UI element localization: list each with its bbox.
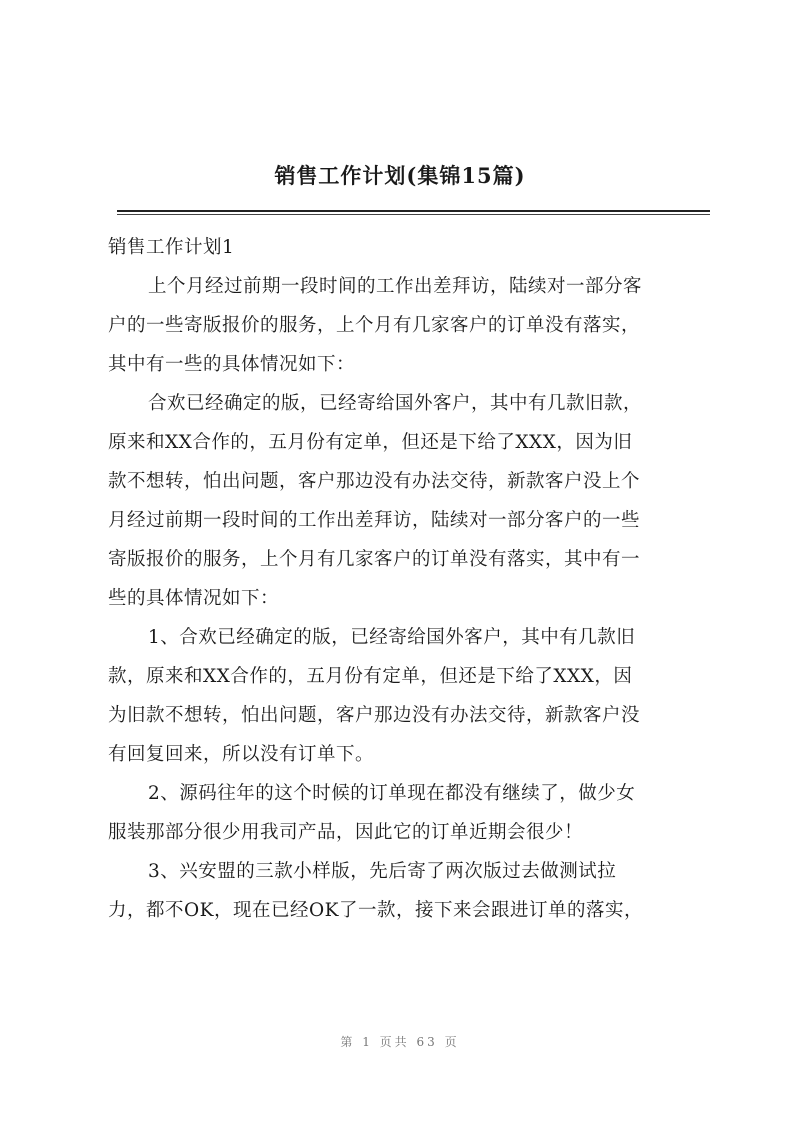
document-body bbox=[108, 228, 712, 930]
text-line: 有回复回来，所以没有订单下。 bbox=[108, 744, 375, 765]
page-footer: 第 1 页共 63 页 bbox=[340, 1035, 460, 1049]
text-line: 寄版报价的服务，上个月有几家客户的订单没有落实，其中有一 bbox=[108, 549, 641, 570]
text-line: 其中有一些的具体情况如下： bbox=[108, 354, 356, 375]
text-line: 些的具体情况如下： bbox=[108, 588, 280, 609]
text-line: 为旧款不想转，怕出问题，客户那边没有办法交待，新款客户没 bbox=[108, 705, 641, 726]
document-title: 销售工作计划(集锦15篇) bbox=[274, 163, 526, 188]
text-line: 力，都不OK，现在已经OK了一款，接下来会跟进订单的落实， bbox=[108, 900, 643, 921]
text-line: 上个月经过前期一段时间的工作出差拜访，陆续对一部分客 bbox=[148, 276, 643, 297]
paragraph-lines bbox=[108, 267, 712, 930]
text-line: 月经过前期一段时间的工作出差拜访，陆续对一部分客户的一些 bbox=[108, 510, 641, 531]
text-line: 服装那部分很少用我司产品，因此它的订单近期会很少！ bbox=[108, 822, 584, 843]
title-divider bbox=[117, 210, 710, 212]
title-divider-thin bbox=[117, 214, 710, 215]
section-heading: 销售工作计划1 bbox=[108, 237, 235, 258]
text-line: 合欢已经确定的版，已经寄给国外客户，其中有几款旧款， bbox=[148, 393, 643, 414]
text-line: 款，原来和XX合作的，五月份有定单，但还是下给了XXX，因 bbox=[108, 666, 633, 687]
text-line: 户的一些寄版报价的服务，上个月有几家客户的订单没有落实， bbox=[108, 315, 641, 336]
text-line: 3、兴安盟的三款小样版，先后寄了两次版过去做测试拉 bbox=[148, 861, 617, 882]
text-line: 原来和XX合作的，五月份有定单，但还是下给了XXX，因为旧 bbox=[108, 432, 633, 453]
text-line: 2、源码往年的这个时候的订单现在都没有继续了，做少女 bbox=[148, 783, 636, 804]
text-line: 款不想转，怕出问题，客户那边没有办法交待，新款客户没上个 bbox=[108, 471, 641, 492]
text-line: 1、合欢已经确定的版，已经寄给国外客户，其中有几款旧 bbox=[148, 627, 636, 648]
